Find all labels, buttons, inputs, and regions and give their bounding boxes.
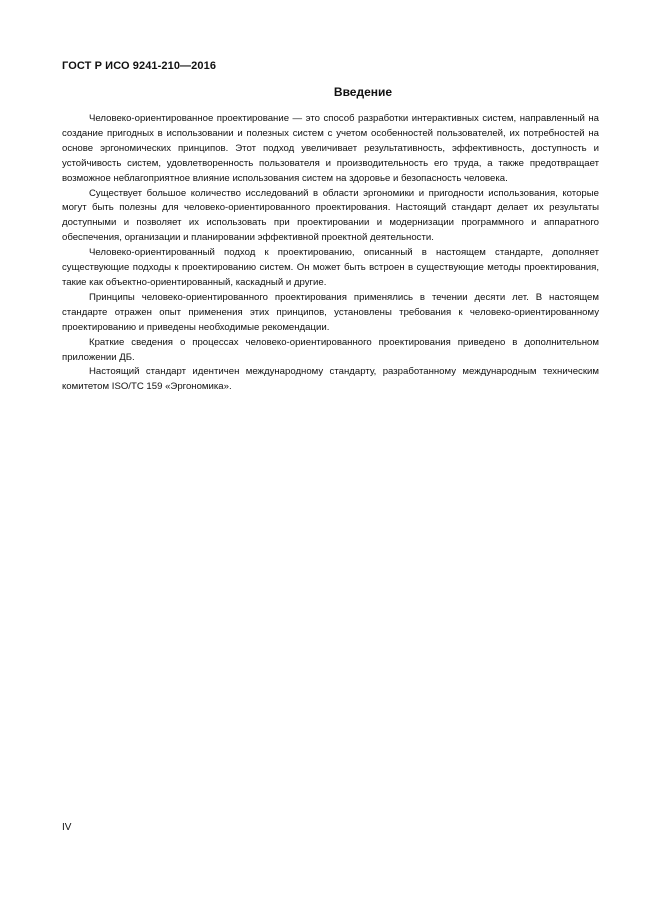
paragraph: Принципы человеко-ориентированного проектирования применялись в течении десяти лет. В настоящем стандарте отражен опыт применения этих принципов, установлены требования к человеко-ориентированному проектированию и приведены необходимые рекомендации. xyxy=(62,291,599,333)
page-number: IV xyxy=(62,822,72,833)
body-text xyxy=(62,112,599,395)
section-title: Введение xyxy=(333,85,393,99)
paragraph: Человеко-ориентированное проектирование — это способ разработки интерактивных систем, направленный на создание пригодных в использовании и полезных систем с учетом особенностей пользователей, их потребностей на основе эргономических принципов. Этот подход увеличивает результативность, эффективность, доступность и устойчивость систем, удовлетворенность пользователя и производительность его труда, а также предотвращает возможное неблагоприятное влияние использования систем на здоровье и безопасность человека. xyxy=(62,113,599,184)
paragraph: Существует большое количество исследований в области эргономики и пригодности использования, которые могут быть полезны для человеко-ориентированного проектирования. Настоящий стандарт делает их результаты доступными и позволяет их использовать при проектировании и модернизации программного и аппаратного обеспечения, организации и планировании эффективной проектной деятельности. xyxy=(62,187,599,244)
paragraph: Человеко-ориентированный подход к проектированию, описанный в настоящем стандарте, дополняет существующие подходы к проектированию систем. Он может быть встроен в существующие методы проектирования, такие как объектно-ориентированный, каскадный и другие. xyxy=(62,247,599,288)
document-identifier: ГОСТ Р ИСО 9241-210—2016 xyxy=(62,60,217,72)
paragraph: Краткие сведения о процессах человеко-ориентированного проектирования приведено в дополнительном приложении ДБ. xyxy=(62,336,599,363)
paragraph: Настоящий стандарт идентичен международному стандарту, разработанному международным техническим комитетом ISO/TC 159 «Эргономика». xyxy=(62,366,599,393)
